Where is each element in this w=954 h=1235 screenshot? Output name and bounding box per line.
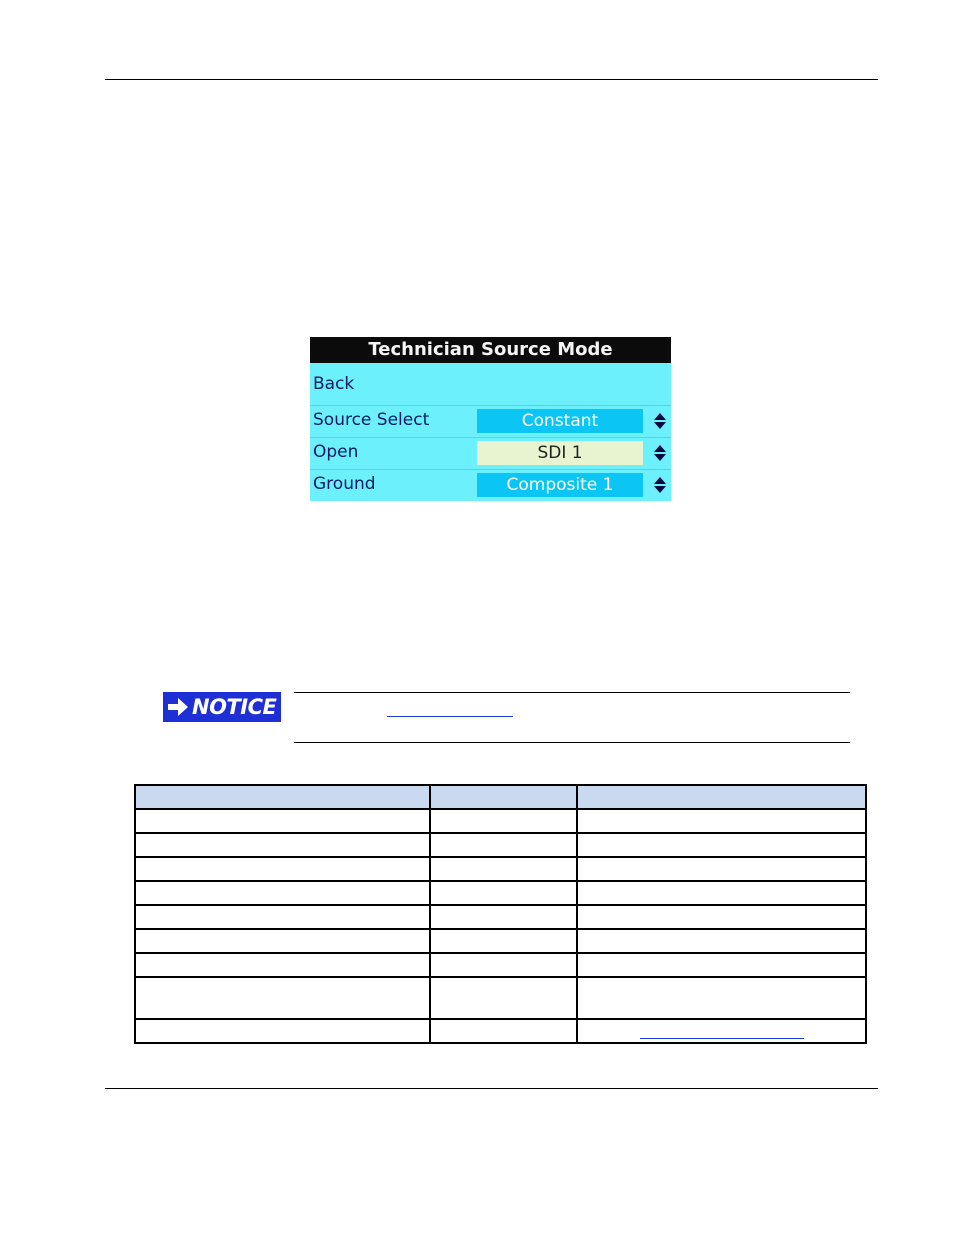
arrow-right-icon	[167, 697, 189, 717]
table-cell	[135, 833, 430, 857]
menu-item-source-select[interactable]	[310, 405, 671, 436]
table-cell	[430, 953, 577, 977]
table-header-cell	[135, 785, 430, 809]
table-cell	[135, 953, 430, 977]
table-cell	[430, 905, 577, 929]
table-cell	[135, 857, 430, 881]
menu-item-label: Back	[313, 374, 355, 394]
table-row	[135, 833, 866, 857]
menu-item-open[interactable]	[310, 437, 671, 468]
up-down-arrow-icon[interactable]	[653, 444, 667, 462]
table-cell	[430, 857, 577, 881]
menu-item-label: Ground	[313, 474, 376, 494]
menu-item-ground[interactable]	[310, 469, 671, 500]
footer-rule	[105, 1088, 878, 1089]
header-rule	[105, 79, 878, 80]
table-cell	[135, 929, 430, 953]
menu-item-label: Source Select	[313, 410, 430, 430]
table-row	[135, 857, 866, 881]
table-cell	[577, 929, 866, 953]
spec-table	[134, 784, 867, 1044]
table-cell	[577, 881, 866, 905]
source-select-value[interactable]: Constant	[477, 409, 643, 433]
table-row	[135, 809, 866, 833]
screen-title: Technician Source Mode	[310, 337, 671, 363]
table-cell	[430, 1019, 577, 1043]
table-cell	[430, 881, 577, 905]
table-row	[135, 929, 866, 953]
table-cell	[430, 929, 577, 953]
table-row	[135, 881, 866, 905]
table-cell	[577, 977, 866, 1019]
up-down-arrow-icon[interactable]	[653, 476, 667, 494]
table-row	[135, 977, 866, 1019]
table-cell	[577, 857, 866, 881]
table-cell	[577, 833, 866, 857]
open-value[interactable]: SDI 1	[477, 441, 643, 465]
table-header-cell	[430, 785, 577, 809]
table-cell	[135, 809, 430, 833]
table-cell	[430, 977, 577, 1019]
table-cell	[577, 905, 866, 929]
table-cell	[430, 809, 577, 833]
notice-top-rule	[294, 692, 850, 693]
table-header-row	[135, 785, 866, 809]
table-cell	[135, 905, 430, 929]
table-row	[135, 905, 866, 929]
table-row	[135, 953, 866, 977]
ground-value[interactable]: Composite 1	[477, 473, 643, 497]
menu-item-label: Open	[313, 442, 359, 462]
table-cell	[577, 1019, 866, 1043]
up-down-arrow-icon[interactable]	[653, 412, 667, 430]
table-row	[135, 1019, 866, 1043]
notice-badge	[163, 692, 281, 722]
table-header-cell	[577, 785, 866, 809]
notice-link[interactable]	[387, 700, 513, 717]
table-cell	[430, 833, 577, 857]
table-cell	[135, 1019, 430, 1043]
table-cell	[577, 953, 866, 977]
table-cell	[577, 809, 866, 833]
notice-bottom-rule	[294, 742, 850, 743]
table-cell	[135, 881, 430, 905]
menu-item-back[interactable]	[310, 370, 671, 400]
table-cell-link[interactable]	[640, 1028, 804, 1039]
table-cell	[135, 977, 430, 1019]
device-screen	[310, 337, 671, 501]
notice-label: NOTICE	[192, 695, 277, 719]
